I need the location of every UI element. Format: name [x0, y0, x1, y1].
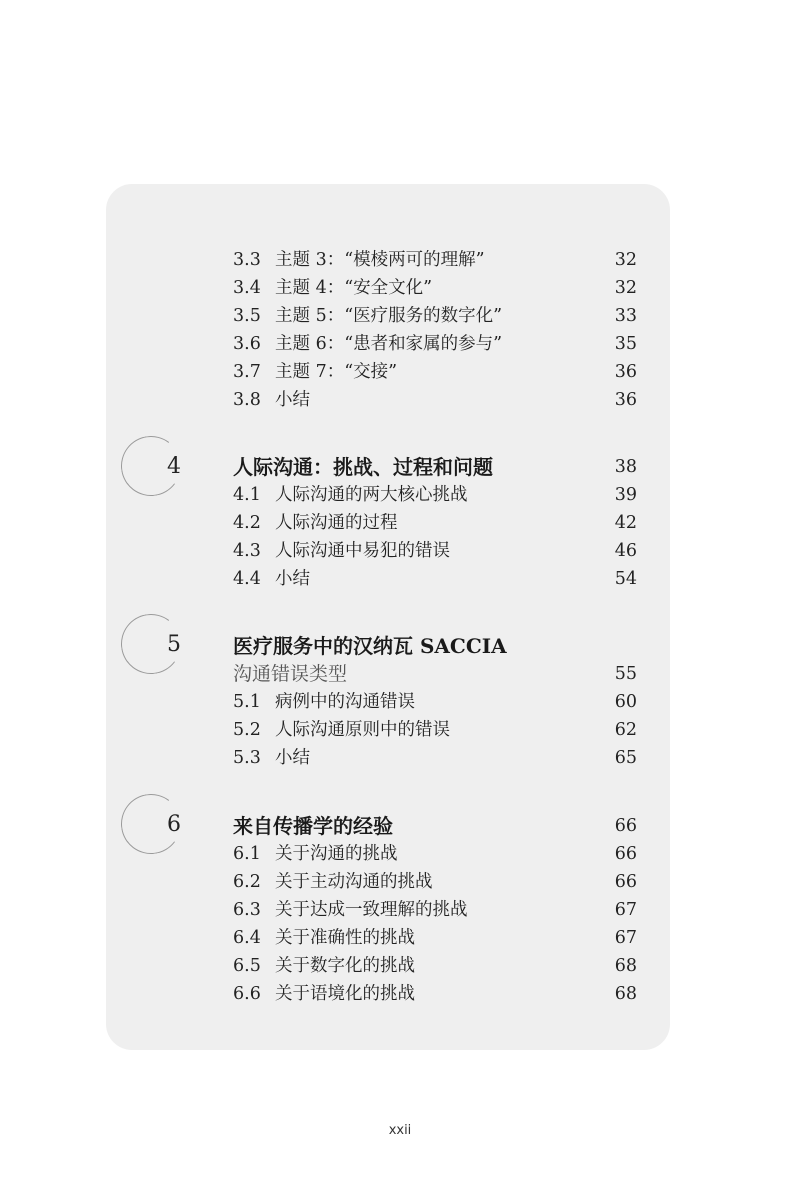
section-title: 小结: [275, 390, 310, 410]
chapter-number: 5: [167, 632, 181, 657]
toc-entry[interactable]: [233, 302, 637, 330]
page-number: 42: [614, 513, 637, 533]
section-number: 3.7: [233, 362, 261, 382]
section-number: 4.1: [233, 485, 261, 505]
section-title: 关于达成一致理解的挑战: [275, 900, 468, 920]
page-number: 32: [614, 250, 637, 270]
section-title: 关于沟通的挑战: [275, 844, 398, 864]
section-title: 人际沟通中易犯的错误: [275, 541, 450, 561]
toc-entry[interactable]: [233, 246, 637, 274]
section-number: 5.2: [233, 720, 261, 740]
page-number: 66: [614, 872, 637, 892]
page-number: 32: [614, 278, 637, 298]
page-number: 68: [614, 956, 637, 976]
section-title: 人际沟通原则中的错误: [275, 720, 450, 740]
page-number: 62: [614, 720, 637, 740]
section-title: 主题 4：“安全文化”: [275, 278, 433, 298]
chapter-heading[interactable]: [233, 632, 637, 660]
page-number: 36: [614, 390, 637, 410]
section-number: 3.4: [233, 278, 261, 298]
section-number: 6.3: [233, 900, 261, 920]
section-number: 3.8: [233, 390, 261, 410]
chapter-title: 来自传播学的经验: [233, 814, 393, 838]
section-title: 小结: [275, 748, 310, 768]
toc-entry[interactable]: [233, 840, 637, 868]
section-title: 主题 6：“患者和家属的参与”: [275, 334, 503, 354]
section-number: 4.3: [233, 541, 261, 561]
page-number: 36: [614, 362, 637, 382]
section-number: 6.5: [233, 956, 261, 976]
page-number: 66: [614, 816, 637, 836]
toc-entry[interactable]: [233, 330, 637, 358]
section-number: 4.2: [233, 513, 261, 533]
toc-entry[interactable]: [233, 509, 637, 537]
page-number: 68: [614, 984, 637, 1004]
section-title: 主题 7：“交接”: [275, 362, 398, 382]
toc-entry[interactable]: [233, 924, 637, 952]
section-title: 主题 3：“模棱两可的理解”: [275, 250, 485, 270]
page-number: 35: [614, 334, 637, 354]
chapter-heading[interactable]: [233, 453, 637, 481]
page-number: 46: [614, 541, 637, 561]
page-number: 54: [614, 569, 637, 589]
toc-entry[interactable]: [233, 688, 637, 716]
page-folio: xxii: [388, 1123, 412, 1138]
page-number: 65: [614, 748, 637, 768]
page-number: 33: [614, 306, 637, 326]
section-title: 主题 5：“医疗服务的数字化”: [275, 306, 503, 326]
section-number: 6.2: [233, 872, 261, 892]
toc-entry[interactable]: [233, 716, 637, 744]
toc-entry[interactable]: [233, 481, 637, 509]
chapter-heading[interactable]: [233, 812, 637, 840]
section-number: 3.6: [233, 334, 261, 354]
toc-entry[interactable]: [233, 896, 637, 924]
section-number: 5.3: [233, 748, 261, 768]
section-number: 6.1: [233, 844, 261, 864]
page-number: 60: [614, 692, 637, 712]
section-number: 6.4: [233, 928, 261, 948]
section-title: 关于主动沟通的挑战: [275, 872, 433, 892]
page-number: 67: [614, 928, 637, 948]
toc-entry[interactable]: [233, 537, 637, 565]
toc-entry[interactable]: [233, 358, 637, 386]
section-number: 6.6: [233, 984, 261, 1004]
page-number: 39: [614, 485, 637, 505]
chapter-title: 医疗服务中的汉纳瓦 SACCIA: [233, 634, 507, 658]
toc-entry[interactable]: [233, 980, 637, 1008]
section-title: 关于语境化的挑战: [275, 984, 415, 1004]
toc-entry[interactable]: [233, 744, 637, 772]
section-title: 关于准确性的挑战: [275, 928, 415, 948]
section-number: 5.1: [233, 692, 261, 712]
section-title: 人际沟通的两大核心挑战: [275, 485, 468, 505]
page-number: 67: [614, 900, 637, 920]
section-number: 3.5: [233, 306, 261, 326]
toc-entry[interactable]: [233, 386, 637, 414]
toc-entry[interactable]: [233, 274, 637, 302]
toc-entry[interactable]: [233, 952, 637, 980]
section-title: 小结: [275, 569, 310, 589]
chapter-number: 6: [167, 812, 181, 837]
chapter-title: 人际沟通：挑战、过程和问题: [233, 455, 493, 479]
page-number: 38: [614, 457, 637, 477]
section-title: 病例中的沟通错误: [275, 692, 415, 712]
section-number: 3.3: [233, 250, 261, 270]
chapter-subtitle: 沟通错误类型: [233, 663, 348, 685]
chapter-number: 4: [167, 454, 181, 479]
chapter-subtitle-line[interactable]: [233, 660, 637, 688]
page-number: 55: [614, 664, 637, 684]
section-title: 人际沟通的过程: [275, 513, 398, 533]
toc-entry[interactable]: [233, 565, 637, 593]
section-number: 4.4: [233, 569, 261, 589]
section-title: 关于数字化的挑战: [275, 956, 415, 976]
toc-entry[interactable]: [233, 868, 637, 896]
page-number: 66: [614, 844, 637, 864]
